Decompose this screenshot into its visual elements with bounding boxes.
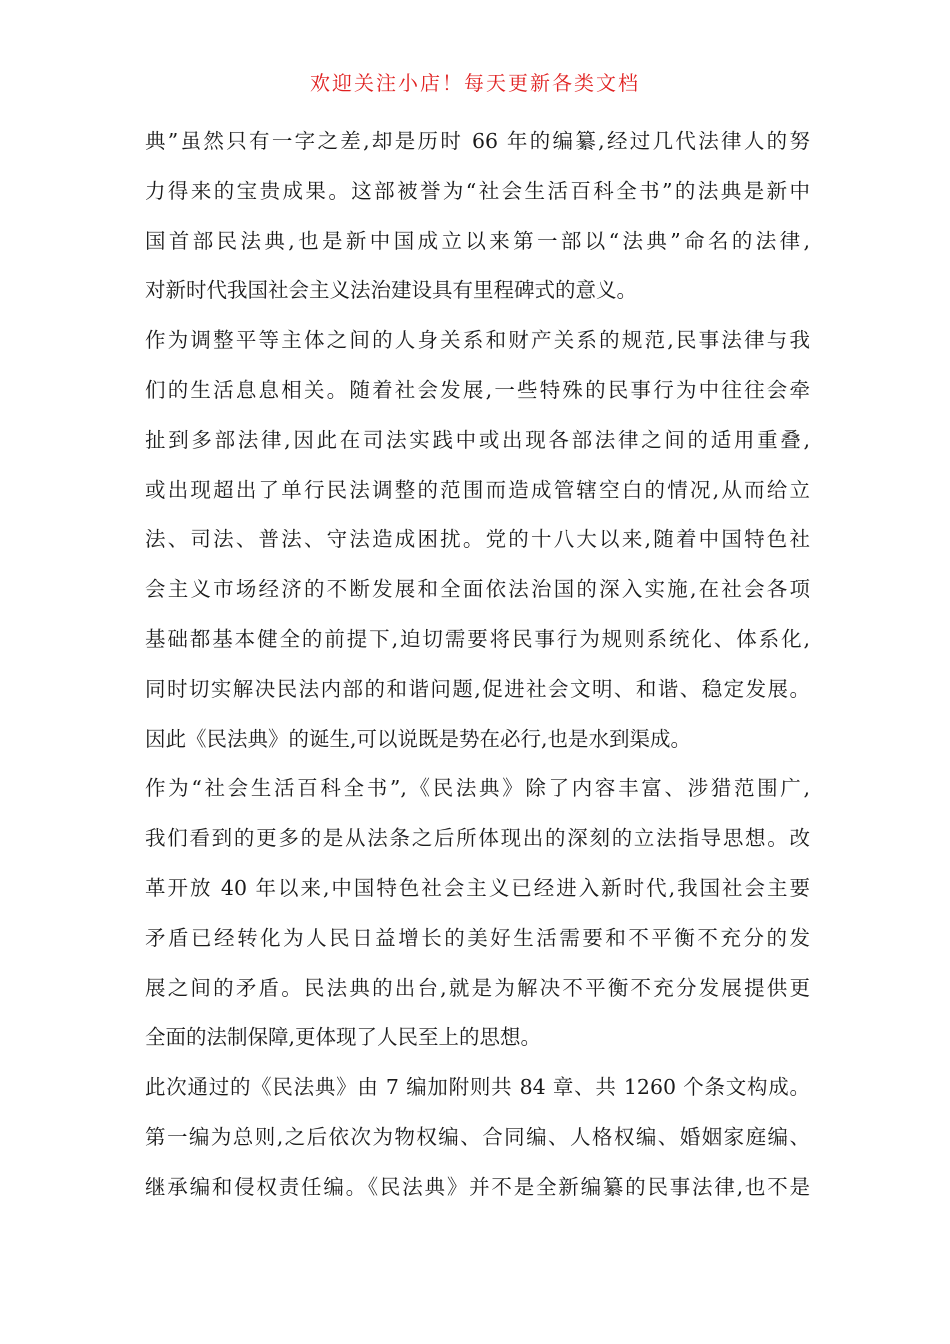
text-line: 对新时代我国社会主义法治建设具有里程碑式的意义。 bbox=[145, 278, 637, 303]
text-line: 全面的法制保障,更体现了人民至上的思想。 bbox=[145, 1025, 542, 1050]
text-line: 力得来的宝贵成果。这部被誉为“社会生活百科全书”的法典是新中 bbox=[145, 178, 810, 203]
text-line: 继承编和侵权责任编。《民法典》并不是全新编纂的民事法律,也不是 bbox=[145, 1174, 810, 1199]
text-line: 同时切实解决民法内部的和谐问题,促进社会文明、和谐、稳定发展。 bbox=[145, 676, 810, 701]
text-line: 作为调整平等主体之间的人身关系和财产关系的规范,民事法律与我 bbox=[145, 328, 810, 353]
text-line: 们的生活息息相关。随着社会发展,一些特殊的民事行为中往往会牵 bbox=[145, 377, 810, 402]
text-line: 典”虽然只有一字之差,却是历时 66 年的编纂,经过几代法律人的努 bbox=[145, 129, 810, 153]
text-line: 矛盾已经转化为人民日益增长的美好生活需要和不平衡不充分的发 bbox=[145, 925, 810, 950]
text-line: 或出现超出了单行民法调整的范围而造成管辖空白的情况,从而给立 bbox=[145, 477, 810, 502]
text-line: 扯到多部法律,因此在司法实践中或出现各部法律之间的适用重叠, bbox=[145, 427, 810, 452]
body-text bbox=[145, 117, 810, 1213]
text-line: 基础都基本健全的前提下,迫切需要将民事行为规则系统化、体系化, bbox=[145, 626, 810, 651]
text-line: 因此《民法典》的诞生,可以说既是势在必行,也是水到渠成。 bbox=[145, 726, 692, 751]
text-line: 第一编为总则,之后依次为物权编、合同编、人格权编、婚姻家庭编、 bbox=[145, 1124, 810, 1149]
shop-banner-header: 欢迎关注小店！每天更新各类文档 bbox=[310, 71, 640, 95]
text-line: 革开放 40 年以来,中国特色社会主义已经进入新时代,我国社会主要 bbox=[145, 875, 810, 900]
text-line: 会主义市场经济的不断发展和全面依法治国的深入实施,在社会各项 bbox=[145, 577, 810, 602]
text-line: 我们看到的更多的是从法条之后所体现出的深刻的立法指导思想。改 bbox=[145, 826, 810, 851]
text-line: 展之间的矛盾。民法典的出台,就是为解决不平衡不充分发展提供更 bbox=[145, 975, 810, 1000]
text-line: 国首部民法典,也是新中国成立以来第一部以“法典”命名的法律, bbox=[145, 228, 810, 253]
text-line: 法、司法、普法、守法造成困扰。党的十八大以来,随着中国特色社 bbox=[145, 527, 810, 552]
text-line: 作为“社会生活百科全书”,《民法典》除了内容丰富、涉猎范围广, bbox=[145, 776, 810, 801]
text-line: 此次通过的《民法典》由 7 编加附则共 84 章、共 1260 个条文构成。 bbox=[145, 1075, 810, 1100]
